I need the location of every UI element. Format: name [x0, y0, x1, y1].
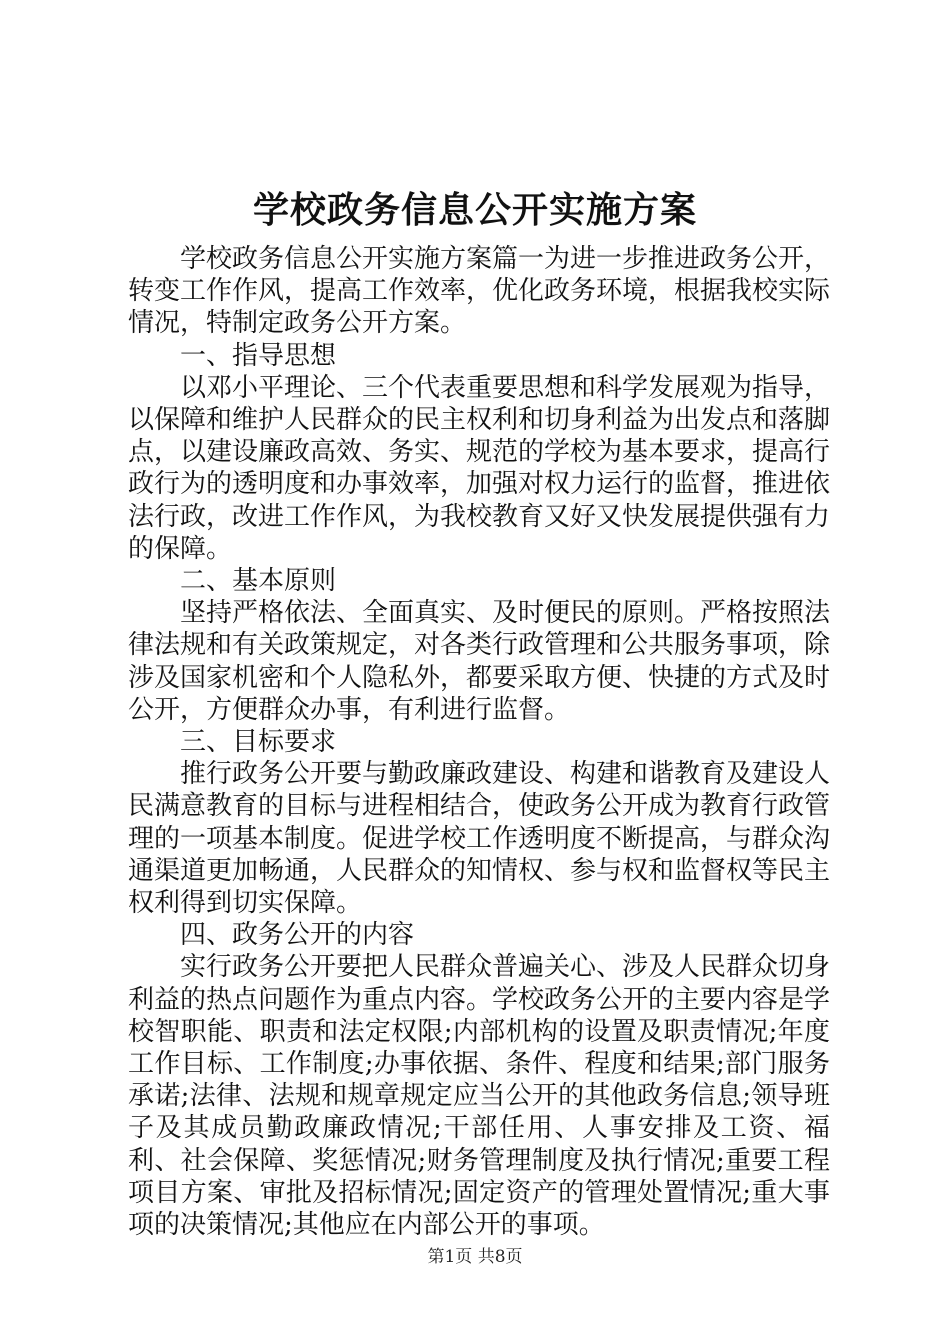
paragraph-basic-principles: 坚持严格依法、全面真实、及时便民的原则。严格按照法律法规和有关政策规定，对各类行政管理和公共服务事项，除涉及国家机密和个人隐私外，都要采取方便、快捷的方式及时公开，方便群众办事，有利进行监督。	[128, 598, 831, 725]
paragraph-disclosure-content: 实行政务公开要把人民群众普遍关心、涉及人民群众切身利益的热点问题作为重点内容。学校政务公开的主要内容是学校智职能、职责和法定权限;内部机构的设置及职责情况;年度工作目标、工作制度;办事依据、条件、程度和结果;部门服务承诺;法律、法规和规章规定应当公开的其他政务信息;领导班子及其成员勤政廉政情况;干部任用、人事安排及工资、福利、社会保障、奖惩情况;财务管理制度及执行情况;重要工程项目方案、审批及招标情况;固定资产的管理处置情况;重大事项的决策情况;其他应在内部公开的事项。	[128, 952, 831, 1241]
document-body	[128, 243, 830, 1241]
section-heading-basic-principles: 二、基本原则	[180, 566, 337, 597]
section-heading-disclosure-content: 四、政务公开的内容	[180, 920, 415, 951]
paragraph-goals: 推行政务公开要与勤政廉政建设、构建和谐教育及建设人民满意教育的目标与进程相结合，使政务公开成为教育行政管理的一项基本制度。促进学校工作透明度不断提高，与群众沟通渠道更加畅通，人民群众的知情权、参与权和监督权等民主权利得到切实保障。	[128, 759, 831, 919]
section-heading-guiding-ideology: 一、指导思想	[180, 340, 337, 371]
document-title: 学校政务信息公开实施方案	[252, 189, 697, 231]
intro-paragraph: 学校政务信息公开实施方案篇一为进一步推进政务公开，转变工作作风，提高工作效率，优化政务环境，根据我校实际情况，特制定政务公开方案。	[128, 244, 831, 339]
page-number-footer: 第1页 共8页	[427, 1247, 523, 1267]
section-heading-goals: 三、目标要求	[180, 727, 337, 758]
paragraph-guiding-ideology: 以邓小平理论、三个代表重要思想和科学发展观为指导，以保障和维护人民群众的民主权利和切身利益为出发点和落脚点，以建设廉政高效、务实、规范的学校为基本要求，提高行政行为的透明度和办事效率，加强对权力运行的监督，推进依法行政，改进工作作风，为我校教育又好又快发展提供强有力的保障。	[128, 372, 831, 564]
